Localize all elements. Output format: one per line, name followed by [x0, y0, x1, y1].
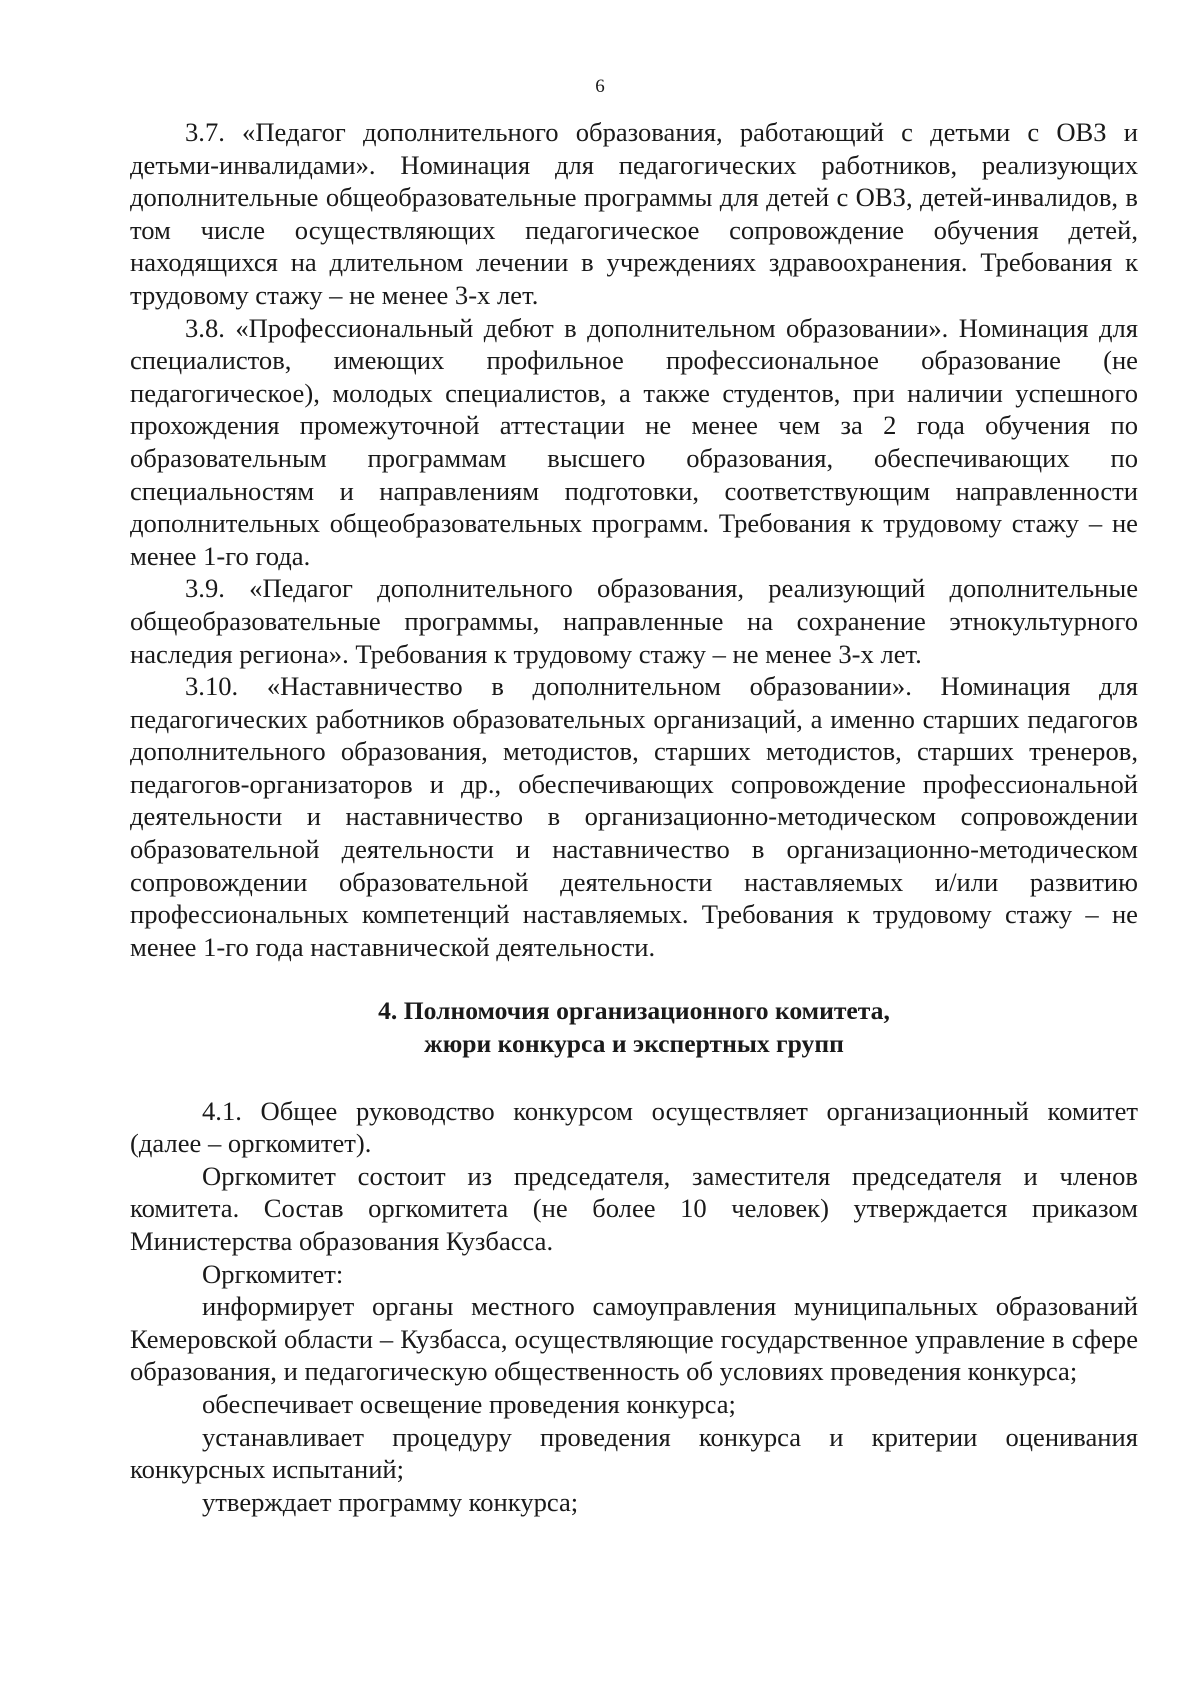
section-4-heading-line-1: 4. Полномочия организационного комитета,: [378, 996, 890, 1026]
paragraph-orgcom-composition: Оргкомитет состоит из председателя, заместителя председателя и членов комитета. Состав оргкомитета (не более 10 человек) утверждается приказом Министерства образования Кузбасса.: [130, 1160, 1138, 1256]
paragraph-orgcom-procedure: устанавливает процедуру проведения конкурса и критерии оценивания конкурсных испытаний;: [130, 1421, 1138, 1485]
section-4-heading: [130, 995, 1138, 1060]
paragraph-4-1: 4.1. Общее руководство конкурсом осуществляет организационный комитет (далее – оргкомитет).: [130, 1095, 1138, 1159]
page-number: 6: [595, 76, 605, 97]
section-4-heading-line-2: жюри конкурса и экспертных групп: [424, 1029, 844, 1059]
paragraph-orgcom-coverage: обеспечивает освещение проведения конкурса;: [202, 1388, 736, 1419]
paragraph-3-10: 3.10. «Наставничество в дополнительном образовании». Номинация для педагогических работников образовательных организаций, а именно старших педагогов дополнительного образования, методистов, старших методистов, старших тренеров, педагогов-организаторов и др., обеспечивающих сопровождение профессиональной деятельности и наставничество в организационно-методическом сопровождении образовательной деятельности и наставничество в организационно-методическом сопровождении образовательной деятельности наставляемых и/или развитию профессиональных компетенций наставляемых. Требования к трудовому стажу – не менее 1-го года наставнической деятельности.: [130, 671, 1138, 962]
document-body: [130, 116, 1138, 1518]
paragraph-3-8: 3.8. «Профессиональный дебют в дополнительном образовании». Номинация для специалистов, имеющих профильное профессиональное образование (не педагогическое), молодых специалистов, а также студентов, при наличии успешного прохождения промежуточной аттестации не менее чем за 2 года обучения по образовательным программам высшего образования, обеспечивающих по специальностям и направлениям подготовки, соответствующим направленности дополнительных общеобразовательных программ. Требования к трудовому стажу – не менее 1-го года.: [130, 312, 1138, 571]
paragraph-3-7: 3.7. «Педагог дополнительного образования, работающий с детьми с ОВЗ и детьми-инвалидами». Номинация для педагогических работников, реализующих дополнительные общеобразовательные программы для детей с ОВЗ, детей-инвалидов, в том числе осуществляющих педагогическое сопровождение обучения детей, находящихся на длительном лечении в учреждениях здравоохранения. Требования к трудовому стажу – не менее 3-х лет.: [130, 117, 1138, 310]
paragraph-orgcom-label: Оргкомитет:: [202, 1258, 344, 1289]
paragraph-orgcom-program: утверждает программу конкурса;: [202, 1486, 579, 1517]
paragraph-3-9: 3.9. «Педагог дополнительного образования, реализующий дополнительные общеобразовательные программы, направленные на сохранение этнокультурного наследия региона». Требования к трудовому стажу – не менее 3-х лет.: [130, 573, 1138, 669]
paragraph-orgcom-informs: информирует органы местного самоуправления муниципальных образований Кемеровской области – Кузбасса, осуществляющие государственное управление в сфере образования, и педагогическую общественность об условиях проведения конкурса;: [130, 1291, 1138, 1387]
